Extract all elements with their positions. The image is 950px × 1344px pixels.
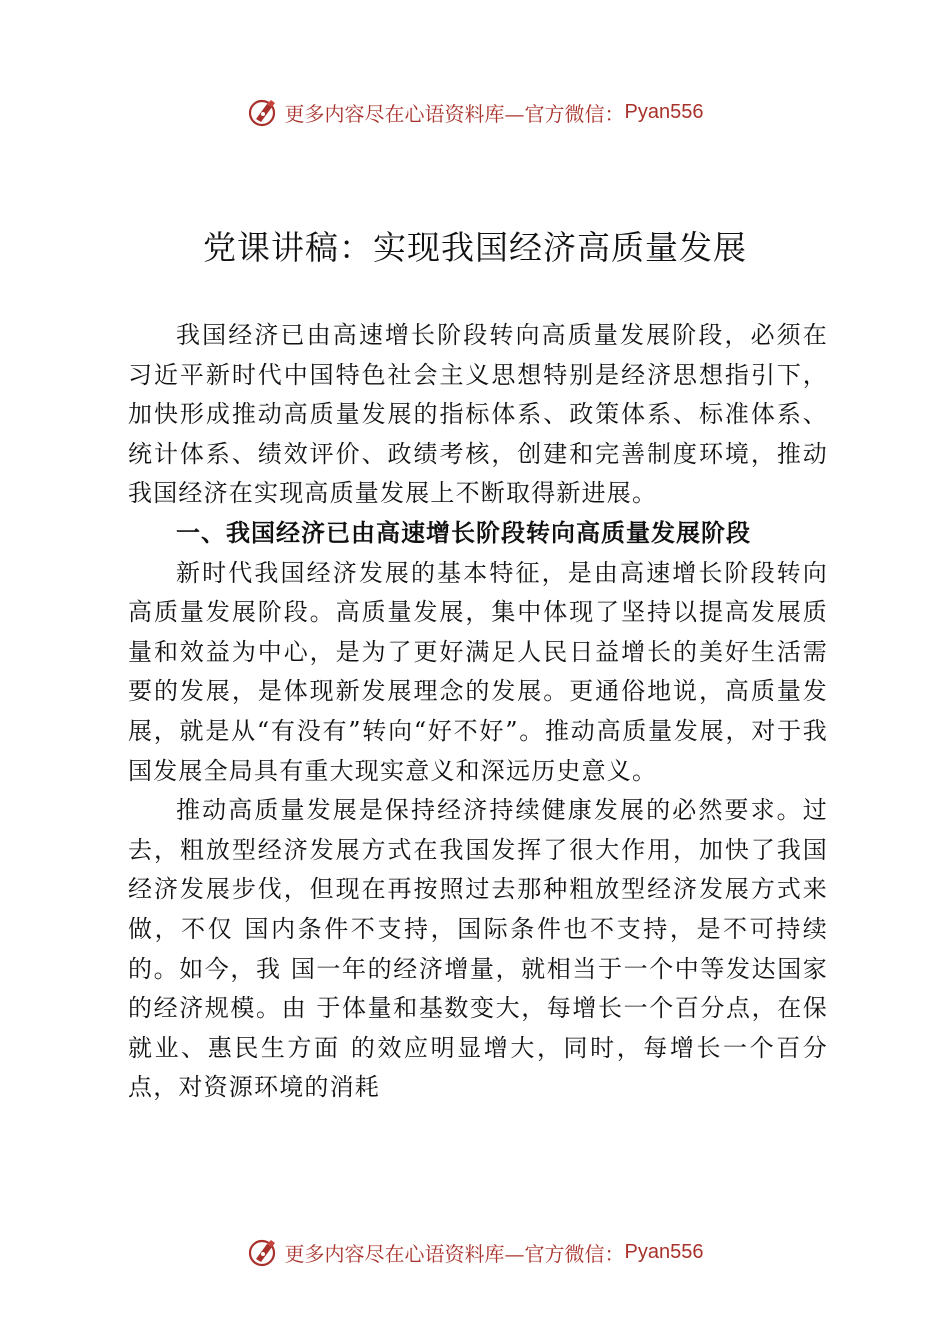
banner-wechat-id: Pyan556 xyxy=(624,1240,704,1263)
pen-nib-logo-icon xyxy=(247,1236,279,1268)
banner-wechat-id: Pyan556 xyxy=(624,100,704,123)
banner-text: 更多内容尽在心语资料库—官方微信： xyxy=(284,1241,625,1266)
footer-banner xyxy=(0,1232,950,1272)
section-heading: 一、我国经济已由高速增长阶段转向高质量发展阶段 xyxy=(176,518,751,547)
pen-nib-logo-icon xyxy=(247,96,279,128)
header-banner xyxy=(0,92,950,132)
banner-text: 更多内容尽在心语资料库—官方微信： xyxy=(284,101,625,126)
intro-paragraph: 我国经济已由高速增长阶段转向高质量发展阶段，必须在习近平新时代中国特色社会主义思想特别是经济思想指引下，加快形成推动高质量发展的指标体系、政策体系、标准体系、统计体系、绩效评价、政绩考核，创建和完善制度环境，推动我国经济在实现高质量发展上不断取得新进展。 xyxy=(128,321,828,508)
body-paragraph: 新时代我国经济发展的基本特征，是由高速增长阶段转向高质量发展阶段。高质量发展，集中体现了坚持以提高发展质量和效益为中心，是为了更好满足人民日益增长的美好生活需要的发展，是体现新发展理念的发展。更通俗地说，高质量发展，就是从“有没有”转向“好不好”。推动高质量发展，对于我国发展全局具有重大现实意义和深远历史意义。 xyxy=(128,558,828,785)
document-title: 党课讲稿：实现我国经济高质量发展 xyxy=(203,228,747,267)
document-body xyxy=(128,316,828,1108)
body-paragraph: 推动高质量发展是保持经济持续健康发展的必然要求。过去，粗放型经济发展方式在我国发挥了很大作用，加快了我国经济发展步伐，但现在再按照过去那种粗放型经济发展方式来做，不仅 国内条件不支持，国际条件也不支持，是不可持续的。如今，我 国一年的经济增量，就相当于一个中等发达国家的经济规模。由 于体量和基数变大，每增长一个百分点，在保就业、惠民生方面 的效应明显增大，同时，每增长一个百分点，对资源环境的消耗 xyxy=(128,796,828,1102)
